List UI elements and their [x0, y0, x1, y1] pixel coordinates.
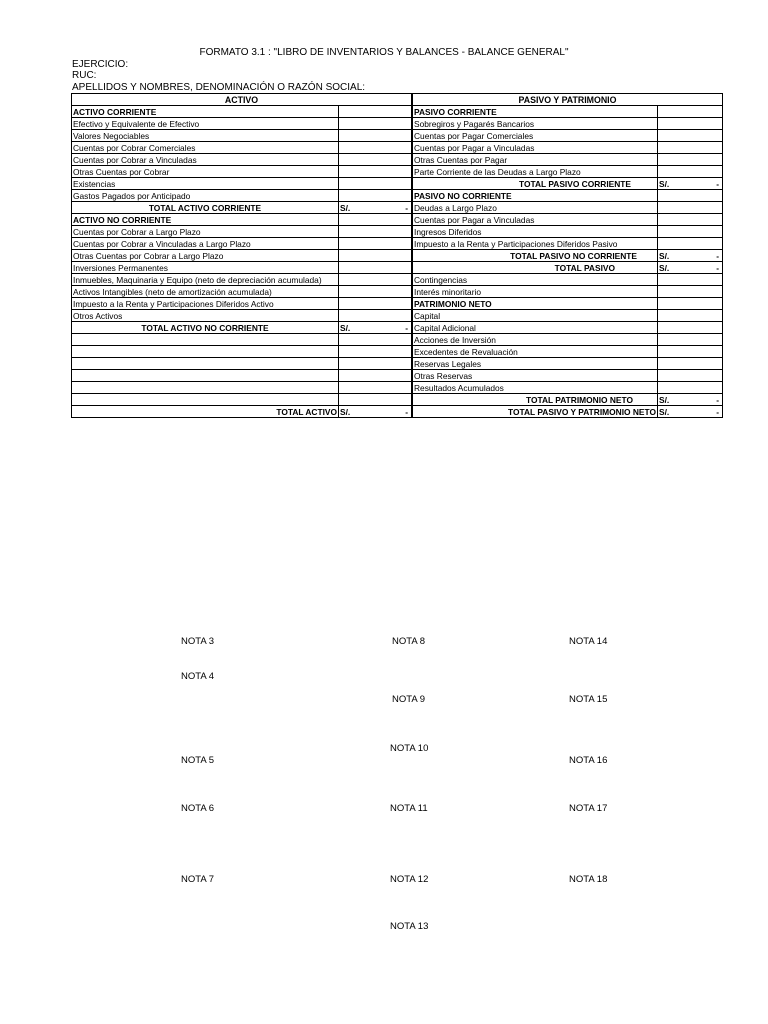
- currency-symbol: S/.: [340, 202, 351, 213]
- total-activo-no-corriente-label: TOTAL ACTIVO NO CORRIENTE: [72, 322, 339, 334]
- amount-dash: -: [716, 406, 720, 417]
- value-cell: [658, 214, 723, 226]
- total-pasivo-patrimonio-value: [658, 406, 723, 418]
- nota-13: NOTA 13: [390, 921, 429, 932]
- total-activo-corriente-label: TOTAL ACTIVO CORRIENTE: [72, 202, 339, 214]
- nota-7: NOTA 7: [181, 874, 215, 885]
- value-cell: [339, 310, 412, 322]
- row-label: Cuentas por Pagar a Vinculadas: [413, 214, 658, 226]
- row-label: Otras Reservas: [413, 370, 658, 382]
- row-label: Excedentes de Revaluación: [413, 346, 658, 358]
- activo-table: [71, 93, 412, 418]
- value-cell: [339, 226, 412, 238]
- nota-12: NOTA 12: [390, 874, 429, 885]
- total-pasivo-corriente-label: TOTAL PASIVO CORRIENTE: [413, 178, 658, 190]
- currency-symbol: S/.: [340, 322, 351, 333]
- row-label: Cuentas por Cobrar Comerciales: [72, 142, 339, 154]
- empty-cell: [72, 358, 339, 370]
- value-cell: [658, 370, 723, 382]
- patrimonio-heading: PATRIMONIO NETO: [413, 298, 658, 310]
- total-activo-label: TOTAL ACTIVO: [72, 406, 339, 418]
- row-label: Reservas Legales: [413, 358, 658, 370]
- value-cell: [339, 250, 412, 262]
- total-pasivo-no-corriente-value: [658, 250, 723, 262]
- value-cell: [339, 394, 412, 406]
- nota-15: NOTA 15: [569, 694, 608, 705]
- razon-social-label: APELLIDOS Y NOMBRES, DENOMINACIÓN O RAZÓN SOCIAL:: [72, 82, 366, 93]
- total-pasivo-patrimonio-label: TOTAL PASIVO Y PATRIMONIO NETO: [413, 406, 658, 418]
- row-label: Otras Cuentas por Pagar: [413, 154, 658, 166]
- value-cell: [658, 130, 723, 142]
- value-cell: [339, 262, 412, 274]
- amount-dash: -: [405, 406, 409, 417]
- total-activo-no-corriente-value: [339, 322, 412, 334]
- value-cell: [658, 298, 723, 310]
- value-cell: [658, 190, 723, 202]
- value-cell: [339, 190, 412, 202]
- row-label: Activos Intangibles (neto de amortización acumulada): [72, 286, 339, 298]
- value-cell: [339, 166, 412, 178]
- nota-9: NOTA 9: [392, 694, 426, 705]
- total-activo-value: [339, 406, 412, 418]
- total-pasivo-corriente-value: [658, 178, 723, 190]
- ejercicio-label: EJERCICIO:: [72, 59, 129, 70]
- pasivo-heading: PASIVO Y PATRIMONIO: [413, 94, 723, 106]
- pasivo-no-corriente-heading: PASIVO NO CORRIENTE: [413, 190, 658, 202]
- value-cell: [658, 286, 723, 298]
- row-label: Efectivo y Equivalente de Efectivo: [72, 118, 339, 130]
- value-cell: [658, 322, 723, 334]
- value-cell: [658, 382, 723, 394]
- value-cell: [339, 382, 412, 394]
- row-label: Gastos Pagados por Anticipado: [72, 190, 339, 202]
- pasivo-patrimonio-table: [412, 93, 723, 418]
- value-cell: [658, 346, 723, 358]
- total-pasivo-value: [658, 262, 723, 274]
- nota-6: NOTA 6: [181, 803, 215, 814]
- value-cell: [658, 154, 723, 166]
- value-cell: [339, 346, 412, 358]
- total-pasivo-no-corriente-label: TOTAL PASIVO NO CORRIENTE: [413, 250, 658, 262]
- value-cell: [658, 106, 723, 118]
- pasivo-corriente-heading: PASIVO CORRIENTE: [413, 106, 658, 118]
- currency-symbol: S/.: [659, 406, 670, 417]
- currency-symbol: S/.: [659, 262, 670, 273]
- row-label: Cuentas por Pagar a Vinculadas: [413, 142, 658, 154]
- row-label: Capital Adicional: [413, 322, 658, 334]
- nota-5: NOTA 5: [181, 755, 215, 766]
- value-cell: [658, 202, 723, 214]
- row-label: Impuesto a la Renta y Participaciones Diferidos Activo: [72, 298, 339, 310]
- nota-17: NOTA 17: [569, 803, 608, 814]
- activo-no-corriente-heading: ACTIVO NO CORRIENTE: [72, 214, 339, 226]
- value-cell: [339, 142, 412, 154]
- row-label: Otras Cuentas por Cobrar a Largo Plazo: [72, 250, 339, 262]
- value-cell: [658, 310, 723, 322]
- currency-symbol: S/.: [659, 394, 670, 405]
- value-cell: [658, 166, 723, 178]
- value-cell: [339, 334, 412, 346]
- value-cell: [339, 358, 412, 370]
- ruc-label: RUC:: [72, 70, 97, 81]
- row-label: Parte Corriente de las Deudas a Largo Plazo: [413, 166, 658, 178]
- nota-4: NOTA 4: [181, 671, 215, 682]
- row-label: Capital: [413, 310, 658, 322]
- empty-cell: [72, 334, 339, 346]
- row-label: Deudas a Largo Plazo: [413, 202, 658, 214]
- value-cell: [658, 118, 723, 130]
- value-cell: [339, 130, 412, 142]
- row-label: Otras Cuentas por Cobrar: [72, 166, 339, 178]
- value-cell: [658, 238, 723, 250]
- document-title: FORMATO 3.1 : "LIBRO DE INVENTARIOS Y BALANCES - BALANCE GENERAL": [199, 47, 569, 58]
- currency-symbol: S/.: [659, 250, 670, 261]
- amount-dash: -: [716, 178, 720, 189]
- row-label: Ingresos Diferidos: [413, 226, 658, 238]
- value-cell: [339, 298, 412, 310]
- nota-3: NOTA 3: [181, 636, 215, 647]
- nota-10: NOTA 10: [390, 743, 429, 754]
- value-cell: [658, 142, 723, 154]
- row-label: Resultados Acumulados: [413, 382, 658, 394]
- value-cell: [658, 226, 723, 238]
- value-cell: [658, 358, 723, 370]
- row-label: Inversiones Permanentes: [72, 262, 339, 274]
- value-cell: [339, 238, 412, 250]
- value-cell: [339, 154, 412, 166]
- row-label: Sobregiros y Pagarés Bancarios: [413, 118, 658, 130]
- row-label: Inmuebles, Maquinaria y Equipo (neto de depreciación acumulada): [72, 274, 339, 286]
- empty-cell: [72, 382, 339, 394]
- row-label: Cuentas por Cobrar a Vinculadas a Largo Plazo: [72, 238, 339, 250]
- row-label: Otros Activos: [72, 310, 339, 322]
- activo-corriente-heading: ACTIVO CORRIENTE: [72, 106, 339, 118]
- value-cell: [658, 274, 723, 286]
- total-patrimonio-label: TOTAL PATRIMONIO NETO: [413, 394, 658, 406]
- empty-cell: [72, 346, 339, 358]
- value-cell: [339, 214, 412, 226]
- nota-11: NOTA 11: [390, 803, 428, 814]
- row-label: Cuentas por Cobrar a Largo Plazo: [72, 226, 339, 238]
- interes-minoritario-label: Interés minoritario: [413, 286, 658, 298]
- total-activo-corriente-value: [339, 202, 412, 214]
- empty-cell: [72, 394, 339, 406]
- empty-cell: [72, 370, 339, 382]
- amount-dash: -: [405, 202, 409, 213]
- currency-symbol: S/.: [340, 406, 351, 417]
- amount-dash: -: [716, 262, 720, 273]
- value-cell: [339, 118, 412, 130]
- activo-heading: ACTIVO: [72, 94, 412, 106]
- nota-14: NOTA 14: [569, 636, 608, 647]
- amount-dash: -: [716, 394, 720, 405]
- row-label: Valores Negociables: [72, 130, 339, 142]
- row-label: Existencias: [72, 178, 339, 190]
- value-cell: [339, 370, 412, 382]
- nota-8: NOTA 8: [392, 636, 426, 647]
- total-pasivo-label: TOTAL PASIVO: [413, 262, 658, 274]
- value-cell: [339, 286, 412, 298]
- row-label: Impuesto a la Renta y Participaciones Diferidos Pasivo: [413, 238, 658, 250]
- amount-dash: -: [716, 250, 720, 261]
- row-label: Cuentas por Pagar Comerciales: [413, 130, 658, 142]
- table-row: [72, 94, 412, 106]
- value-cell: [339, 274, 412, 286]
- total-patrimonio-value: [658, 394, 723, 406]
- nota-18: NOTA 18: [569, 874, 608, 885]
- value-cell: [658, 334, 723, 346]
- nota-16: NOTA 16: [569, 755, 608, 766]
- contingencias-label: Contingencias: [413, 274, 658, 286]
- row-label: Cuentas por Cobrar a Vinculadas: [72, 154, 339, 166]
- value-cell: [339, 178, 412, 190]
- amount-dash: -: [405, 322, 409, 333]
- currency-symbol: S/.: [659, 178, 670, 189]
- value-cell: [339, 106, 412, 118]
- row-label: Acciones de Inversión: [413, 334, 658, 346]
